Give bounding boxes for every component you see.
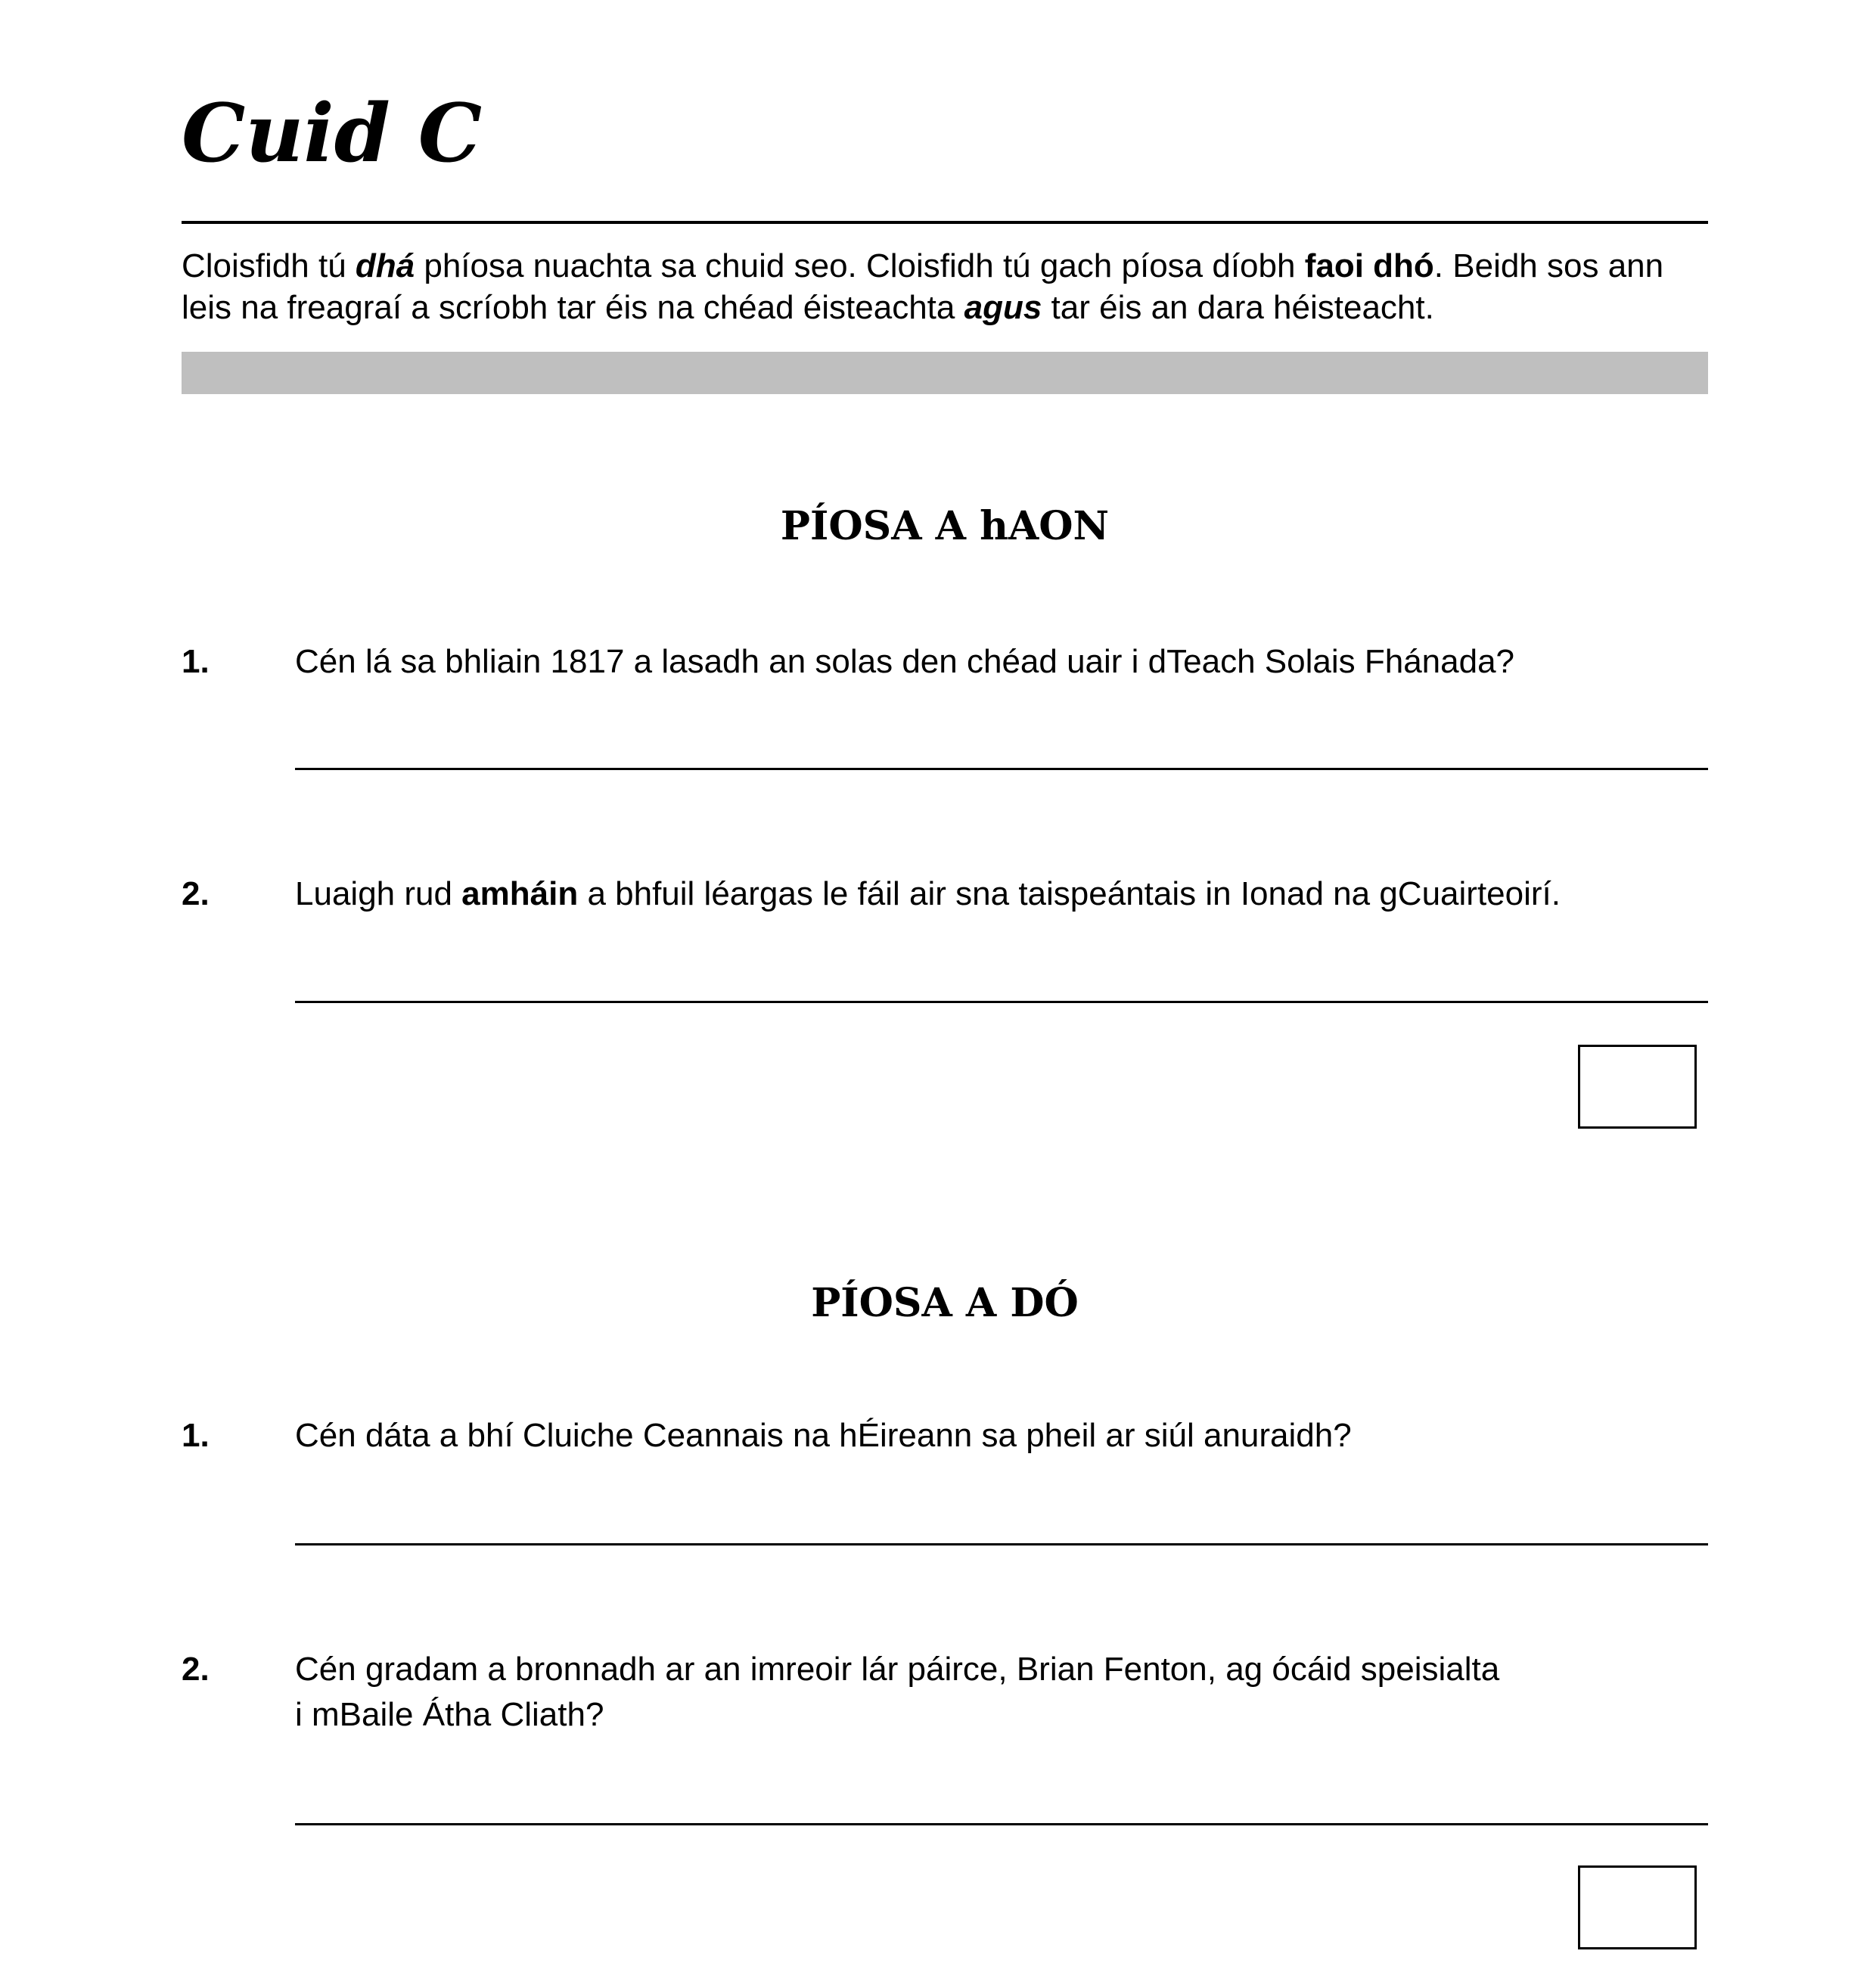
title-divider xyxy=(182,221,1708,224)
answer-line-s1-q1[interactable] xyxy=(295,768,1708,770)
examiner-mark-box-section2 xyxy=(1578,1865,1697,1949)
instructions xyxy=(182,245,1717,328)
question-emphasis: amháin xyxy=(461,875,579,912)
instructions-line-2 xyxy=(182,287,1717,328)
question-text-line: i mBaile Átha Cliath? xyxy=(295,1696,604,1733)
grey-separator-bar xyxy=(182,352,1708,394)
question-text xyxy=(295,1413,1717,1458)
answer-line-s2-q1[interactable] xyxy=(295,1543,1708,1545)
instructions-text: phíosa nuachta sa chuid seo. Cloisfidh tú gach píosa díobh xyxy=(415,247,1305,284)
instructions-emphasis: dhá xyxy=(355,247,415,284)
answer-line-s2-q2[interactable] xyxy=(295,1823,1708,1825)
section-heading-piosa-a-haon: PÍOSA A hAON xyxy=(780,503,1110,549)
instructions-text: leis na freagraí a scríobh tar éis na chéad éisteachta xyxy=(182,289,964,326)
instructions-text: Cloisfidh tú xyxy=(182,247,356,284)
question-text xyxy=(295,1647,1717,1738)
question-text-line: Cén gradam a bronnadh ar an imreoir lár páirce, Brian Fenton, ag ócáid speisialta xyxy=(295,1651,1500,1688)
question-text xyxy=(295,871,1717,917)
instructions-line-1 xyxy=(182,245,1717,287)
instructions-text: tar éis an dara héisteacht. xyxy=(1042,289,1434,326)
question-text-part: a bhfuil léargas le fáil air sna taispeántais in Ionad na gCuairteoirí. xyxy=(578,875,1561,912)
instructions-emphasis: agus xyxy=(964,289,1042,326)
question-text-line xyxy=(295,871,1717,917)
question-number: 1. xyxy=(182,643,210,680)
question-text-line: Cén dáta a bhí Cluiche Ceannais na hÉireann sa pheil ar siúl anuraidh? xyxy=(295,1417,1352,1454)
question-text-part: Luaigh rud xyxy=(295,875,462,912)
instructions-emphasis: faoi dhó xyxy=(1304,247,1434,284)
examiner-mark-box-section1 xyxy=(1578,1045,1697,1129)
question-text xyxy=(295,639,1717,685)
question-text-line: Cén lá sa bhliain 1817 a lasadh an solas den chéad uair i dTeach Solais Fhánada? xyxy=(295,643,1515,680)
question-number: 2. xyxy=(182,1651,210,1688)
question-number: 2. xyxy=(182,875,210,912)
section-heading-piosa-a-do: PÍOSA A DÓ xyxy=(811,1280,1079,1326)
question-number: 1. xyxy=(182,1417,210,1454)
page-title: Cuid C xyxy=(182,85,483,180)
answer-line-s1-q2[interactable] xyxy=(295,1001,1708,1003)
instructions-text: . Beidh sos ann xyxy=(1433,247,1664,284)
